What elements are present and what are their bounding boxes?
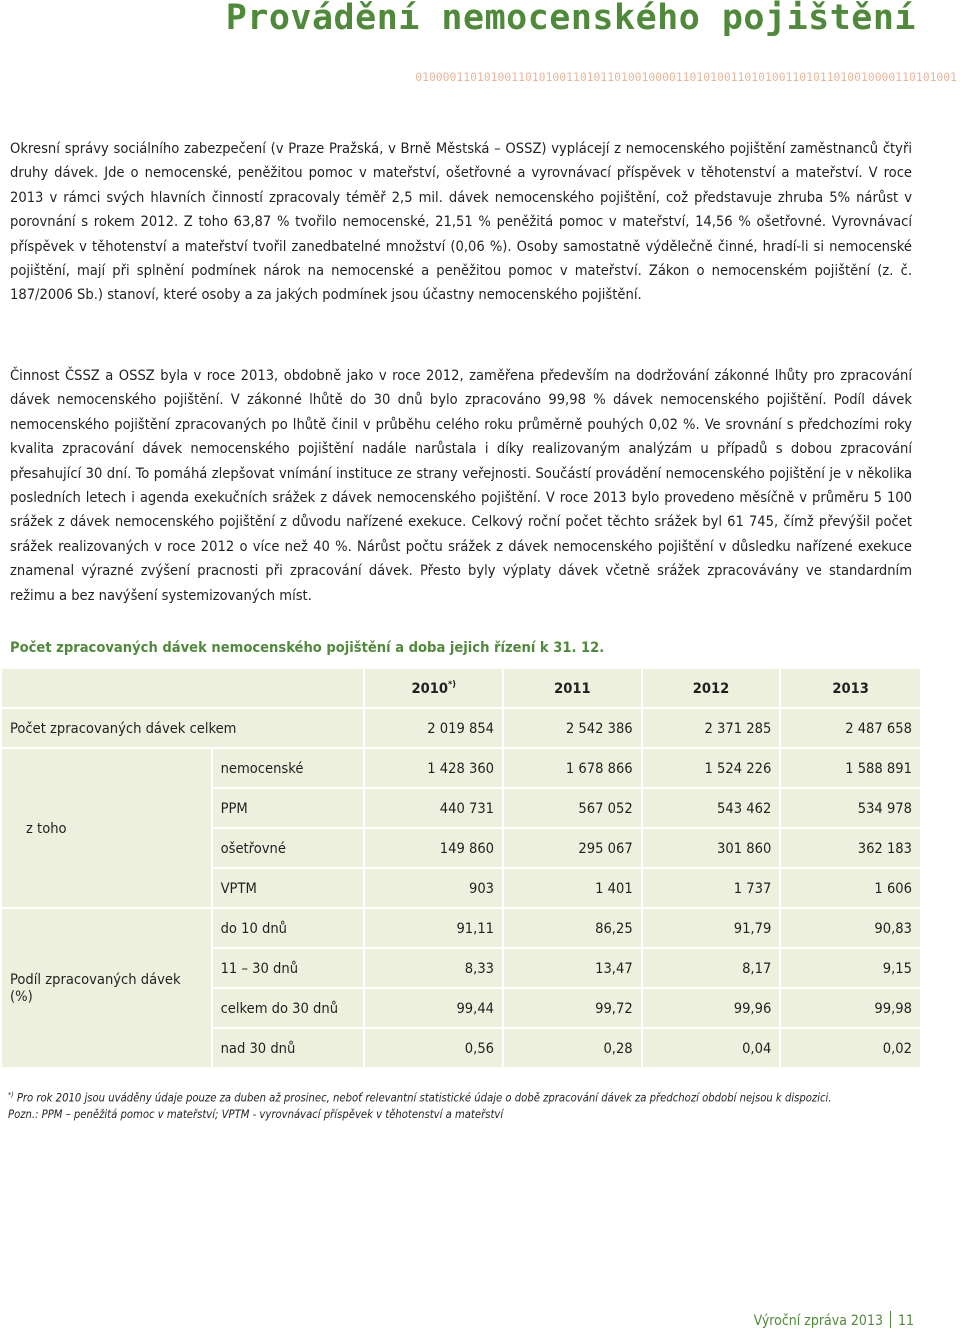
cell-value: 295 067	[503, 828, 642, 868]
table-footnote	[8, 1087, 832, 1123]
cell-value: 543 462	[642, 788, 781, 828]
year-label: 2010	[411, 679, 448, 697]
cell-value: 362 183	[780, 828, 921, 868]
year-header-2010	[364, 668, 503, 708]
cell-value: 301 860	[642, 828, 781, 868]
cell-value: 0,02	[780, 1028, 921, 1068]
table-header-row	[1, 668, 921, 708]
decorative-binary-string: 0100001101010011010100110101101001000011010100110101001101011010010000110101001	[415, 70, 957, 84]
table-row	[1, 748, 921, 788]
cell-value: 1 606	[780, 868, 921, 908]
cell-value: 9,15	[780, 948, 921, 988]
cell-value: 2 371 285	[642, 708, 781, 748]
cell-value: 149 860	[364, 828, 503, 868]
year-header-2013: 2013	[780, 668, 921, 708]
cell-value: 99,72	[503, 988, 642, 1028]
cell-value: 0,56	[364, 1028, 503, 1068]
cell-value: 1 401	[503, 868, 642, 908]
row-label: 11 – 30 dnů	[212, 948, 365, 988]
cell-value: 91,79	[642, 908, 781, 948]
page-footer	[754, 1311, 914, 1329]
year-header-2012: 2012	[642, 668, 781, 708]
row-label: celkem do 30 dnů	[212, 988, 365, 1028]
footnote-line	[8, 1087, 832, 1107]
cell-value: 534 978	[780, 788, 921, 828]
row-label: ošetřovné	[212, 828, 365, 868]
cell-value: 440 731	[364, 788, 503, 828]
cell-value: 0,04	[642, 1028, 781, 1068]
cell-value: 90,83	[780, 908, 921, 948]
cell-value: 567 052	[503, 788, 642, 828]
table-row	[1, 908, 921, 948]
page-number: 11	[897, 1313, 914, 1329]
row-label: VPTM	[212, 868, 365, 908]
cell-value: 13,47	[503, 948, 642, 988]
cell-value: 91,11	[364, 908, 503, 948]
cell-value: 99,96	[642, 988, 781, 1028]
cell-value: 1 737	[642, 868, 781, 908]
cell-value: 86,25	[503, 908, 642, 948]
cell-value: 1 428 360	[364, 748, 503, 788]
cell-value: 903	[364, 868, 503, 908]
cell-value: 2 019 854	[364, 708, 503, 748]
cell-value: 0,28	[503, 1028, 642, 1068]
cell-value: 8,33	[364, 948, 503, 988]
group-label-z-toho: z toho	[1, 748, 212, 908]
benefits-table	[0, 667, 922, 1069]
footnote-text: Pro rok 2010 jsou uváděny údaje pouze za duben až prosinec, neboť relevantní statistické údaje o době zpracování dávek za předchozí období nejsou k dispozici.	[16, 1091, 832, 1105]
cell-value: 99,98	[780, 988, 921, 1028]
cell-value: 2 487 658	[780, 708, 921, 748]
row-label: PPM	[212, 788, 365, 828]
footer-divider	[890, 1311, 891, 1328]
cell-value: 2 542 386	[503, 708, 642, 748]
row-label-total: Počet zpracovaných dávek celkem	[1, 708, 364, 748]
paragraph-intro: Okresní správy sociálního zabezpečení (v Praze Pražská, v Brně Městská – OSSZ) vyplácejí z nemocenského pojištění zaměstnanců čtyři druhy dávek. Jde o nemocenské, peněžitou pomoc v mateřství, ošetřovné a vyrovnávací příspěvek v těhotenství a mateřství. V roce 2013 v rámci svých hlavních činností zpracovaly téměř 2,5 mil. dávek nemocenského pojištění, což představuje zhruba 5% nárůst v porovnání s rokem 2012. Z toho 63,87 % tvořilo nemocenské, 21,51 % peněžitá pomoc v mateřství, 14,56 % ošetřovné. Vyrovnávací příspěvek v těhotenství a mateřství tvořil zanedbatelné množství (0,06 %). Osoby samostatně výdělečně činné, hradí-li si nemocenské pojištění, mají při splnění podmínek nárok na nemocenské a peněžitou pomoc v mateřství. Zákon o nemocenském pojištění (z. č. 187/2006 Sb.) stanoví, které osoby a za jakých podmínek jsou účastny nemocenského pojištění.	[10, 140, 912, 304]
footnote-mark: *)	[8, 1091, 14, 1099]
report-name: Výroční zpráva 2013	[753, 1313, 883, 1329]
group-label-share: Podíl zpracovaných dávek (%)	[1, 908, 212, 1068]
table-title: Počet zpracovaných dávek nemocenského pojištění a doba jejich řízení k 31. 12.	[10, 639, 605, 656]
abbreviation-note: Pozn.: PPM – peněžitá pomoc v mateřství; VPTM - vyrovnávací příspěvek v těhotenství a mateřství	[8, 1107, 504, 1121]
table-row-total	[1, 708, 921, 748]
cell-value: 99,44	[364, 988, 503, 1028]
cell-value: 1 588 891	[780, 748, 921, 788]
paragraph-activity: Činnost ČSSZ a OSSZ byla v roce 2013, obdobně jako v roce 2012, zaměřena především na dodržování zákonné lhůty pro zpracování dávek nemocenského pojištění. V zákonné lhůtě do 30 dnů bylo zpracováno 99,98 % dávek nemocenského pojištění. Podíl dávek nemocenského pojištění zpracovaných po lhůtě činil v průběhu celého roku průměrně pouhých 0,02 %. Ve srovnání s předchozími roky kvalita zpracování dávek nemocenského pojištění nadále narůstala i díky realizovaným analýzám u případů s dobou zpracování přesahující 30 dní. To pomáhá zlepšovat vnímání instituce ze strany veřejnosti. Součástí provádění nemocenského pojištění je v několika posledních letech i agenda exekučních srážek z dávek nemocenského pojištění. V roce 2013 bylo provedeno měsíčně v průměru 5 100 srážek z dávek nemocenského pojištění z důvodu nařízené exekuce. Celkový roční počet těchto srážek byl 61 745, čímž převýšil počet srážek realizovaných v roce 2012 o více než 40 %. Nárůst počtu srážek z dávek nemocenského pojištění v důsledku nařízené exekuce znamenal výrazné zvýšení pracnosti při zpracování dávek. Přesto byly výplaty dávek včetně srážek zpracovávány ve standardním režimu a bez navýšení systemizovaných míst.	[10, 367, 912, 604]
cell-value: 1 678 866	[503, 748, 642, 788]
cell-value: 8,17	[642, 948, 781, 988]
row-label: nad 30 dnů	[212, 1028, 365, 1068]
table-header-empty	[1, 668, 364, 708]
year-header-2011: 2011	[503, 668, 642, 708]
cell-value: 1 524 226	[642, 748, 781, 788]
footnote-mark: *)	[448, 679, 456, 690]
page-title: Provádění nemocenského pojištění	[225, 0, 916, 38]
row-label: nemocenské	[212, 748, 365, 788]
row-label: do 10 dnů	[212, 908, 365, 948]
